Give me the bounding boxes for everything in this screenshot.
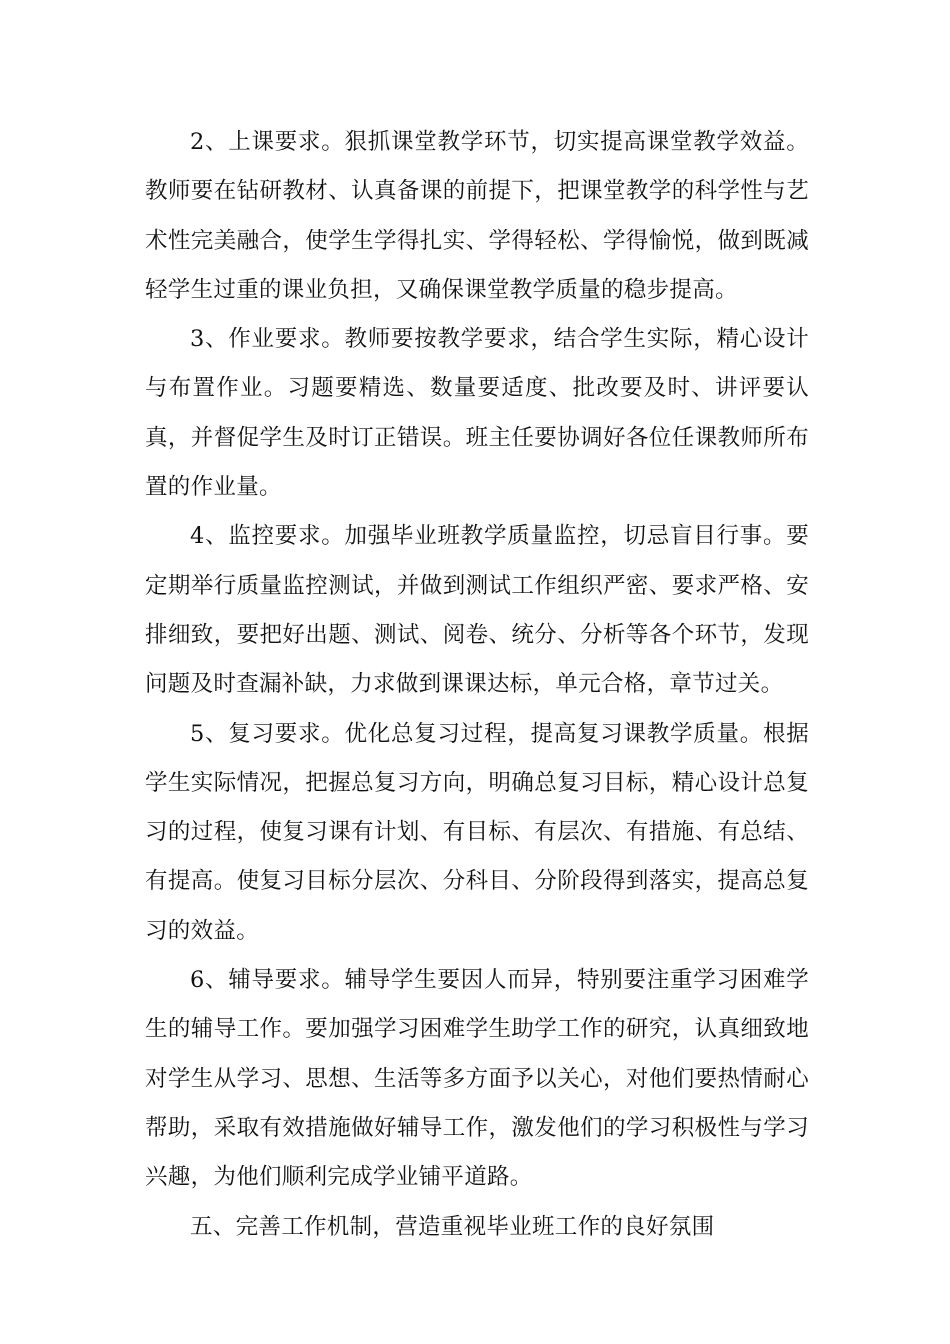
- paragraph-review-requirements: 5、复习要求。优化总复习过程，提高复习课教学质量。根据学生实际情况，把握总复习方向，明确总复习目标，精心设计总复习的过程，使复习课有计划、有目标、有层次、有措施、有总结、有提高。使复习目标分层次、分科目、分阶段得到落实，提高总复习的效益。: [145, 720, 809, 944]
- document-body: [145, 118, 809, 1252]
- paragraph-tutoring-requirements: 6、辅导要求。辅导学生要因人而异，特别要注重学习困难学生的辅导工作。要加强学习困难学生助学工作的研究，认真细致地对学生从学习、思想、生活等多方面予以关心，对他们要热情耐心帮助，采取有效措施做好辅导工作，激发他们的学习积极性与学习兴趣，为他们顺利完成学业铺平道路。: [145, 967, 809, 1191]
- paragraph-class-requirements: 2、上课要求。狠抓课堂教学环节，切实提高课堂教学效益。教师要在钻研教材、认真备课的前提下，把课堂教学的科学性与艺术性完美融合，使学生学得扎实、学得轻松、学得愉悦，做到既减轻学生过重的课业负担，又确保课堂教学质量的稳步提高。: [145, 129, 809, 303]
- paragraph-homework-requirements: 3、作业要求。教师要按教学要求，结合学生实际，精心设计与布置作业。习题要精选、数量要适度、批改要及时、讲评要认真，并督促学生及时订正错误。班主任要协调好各位任课教师所布置的作业量。: [145, 326, 809, 501]
- section-heading: 五、完善工作机制，营造重视毕业班工作的良好氛围: [190, 1213, 715, 1240]
- paragraph-monitoring-requirements: 4、监控要求。加强毕业班教学质量监控，切忌盲目行事。要定期举行质量监控测试，并做到测试工作组织严密、要求严格、安排细致，要把好出题、测试、阅卷、统分、分析等各个环节，发现问题及时查漏补缺，力求做到课课达标，单元合格，章节过关。: [145, 523, 809, 698]
